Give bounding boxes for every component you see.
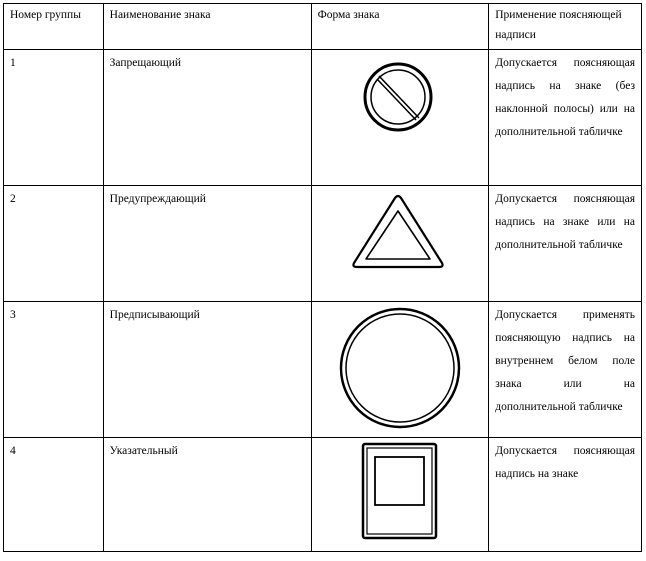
table-header-row [4,4,642,50]
header-sign-name: Наименование знака [103,4,311,50]
header-group-number: Номер группы [4,4,104,50]
note-usage-cell: Допускается поясняющая надпись на знаке или на дополнительной табличке [489,186,642,302]
mandatory-circle-sign-icon [336,304,464,432]
table-row [4,438,642,552]
note-usage-cell: Допускается поясняющая надпись на знаке (без наклонной полосы) или на дополнительной табличке [489,50,642,186]
sign-name-cell: Предупреждающий [103,186,311,302]
group-number-cell: 1 [4,50,104,186]
sign-name-cell: Указательный [103,438,311,552]
table-row [4,302,642,438]
prohibitory-sign-icon [360,52,440,142]
header-sign-shape: Форма знака [311,4,489,50]
warning-triangle-sign-icon [345,188,455,272]
group-number-cell: 3 [4,302,104,438]
group-number-cell: 2 [4,186,104,302]
header-note-usage: Применение поясняющей надписи [489,4,642,50]
sign-shape-cell [311,50,489,186]
sign-shape-cell [311,186,489,302]
informational-rectangle-sign-icon [357,440,443,542]
table-row [4,50,642,186]
group-number-cell: 4 [4,438,104,552]
sign-name-cell: Предписывающий [103,302,311,438]
signs-table [3,3,642,552]
sign-shape-cell [311,438,489,552]
table-row [4,186,642,302]
sign-name-cell: Запрещающий [103,50,311,186]
sign-shape-cell [311,302,489,438]
note-usage-cell: Допускается применять поясняющую надпись на внутреннем белом поле знака или на дополнительной табличке [489,302,642,438]
note-usage-cell: Допускается поясняющая надпись на знаке [489,438,642,552]
